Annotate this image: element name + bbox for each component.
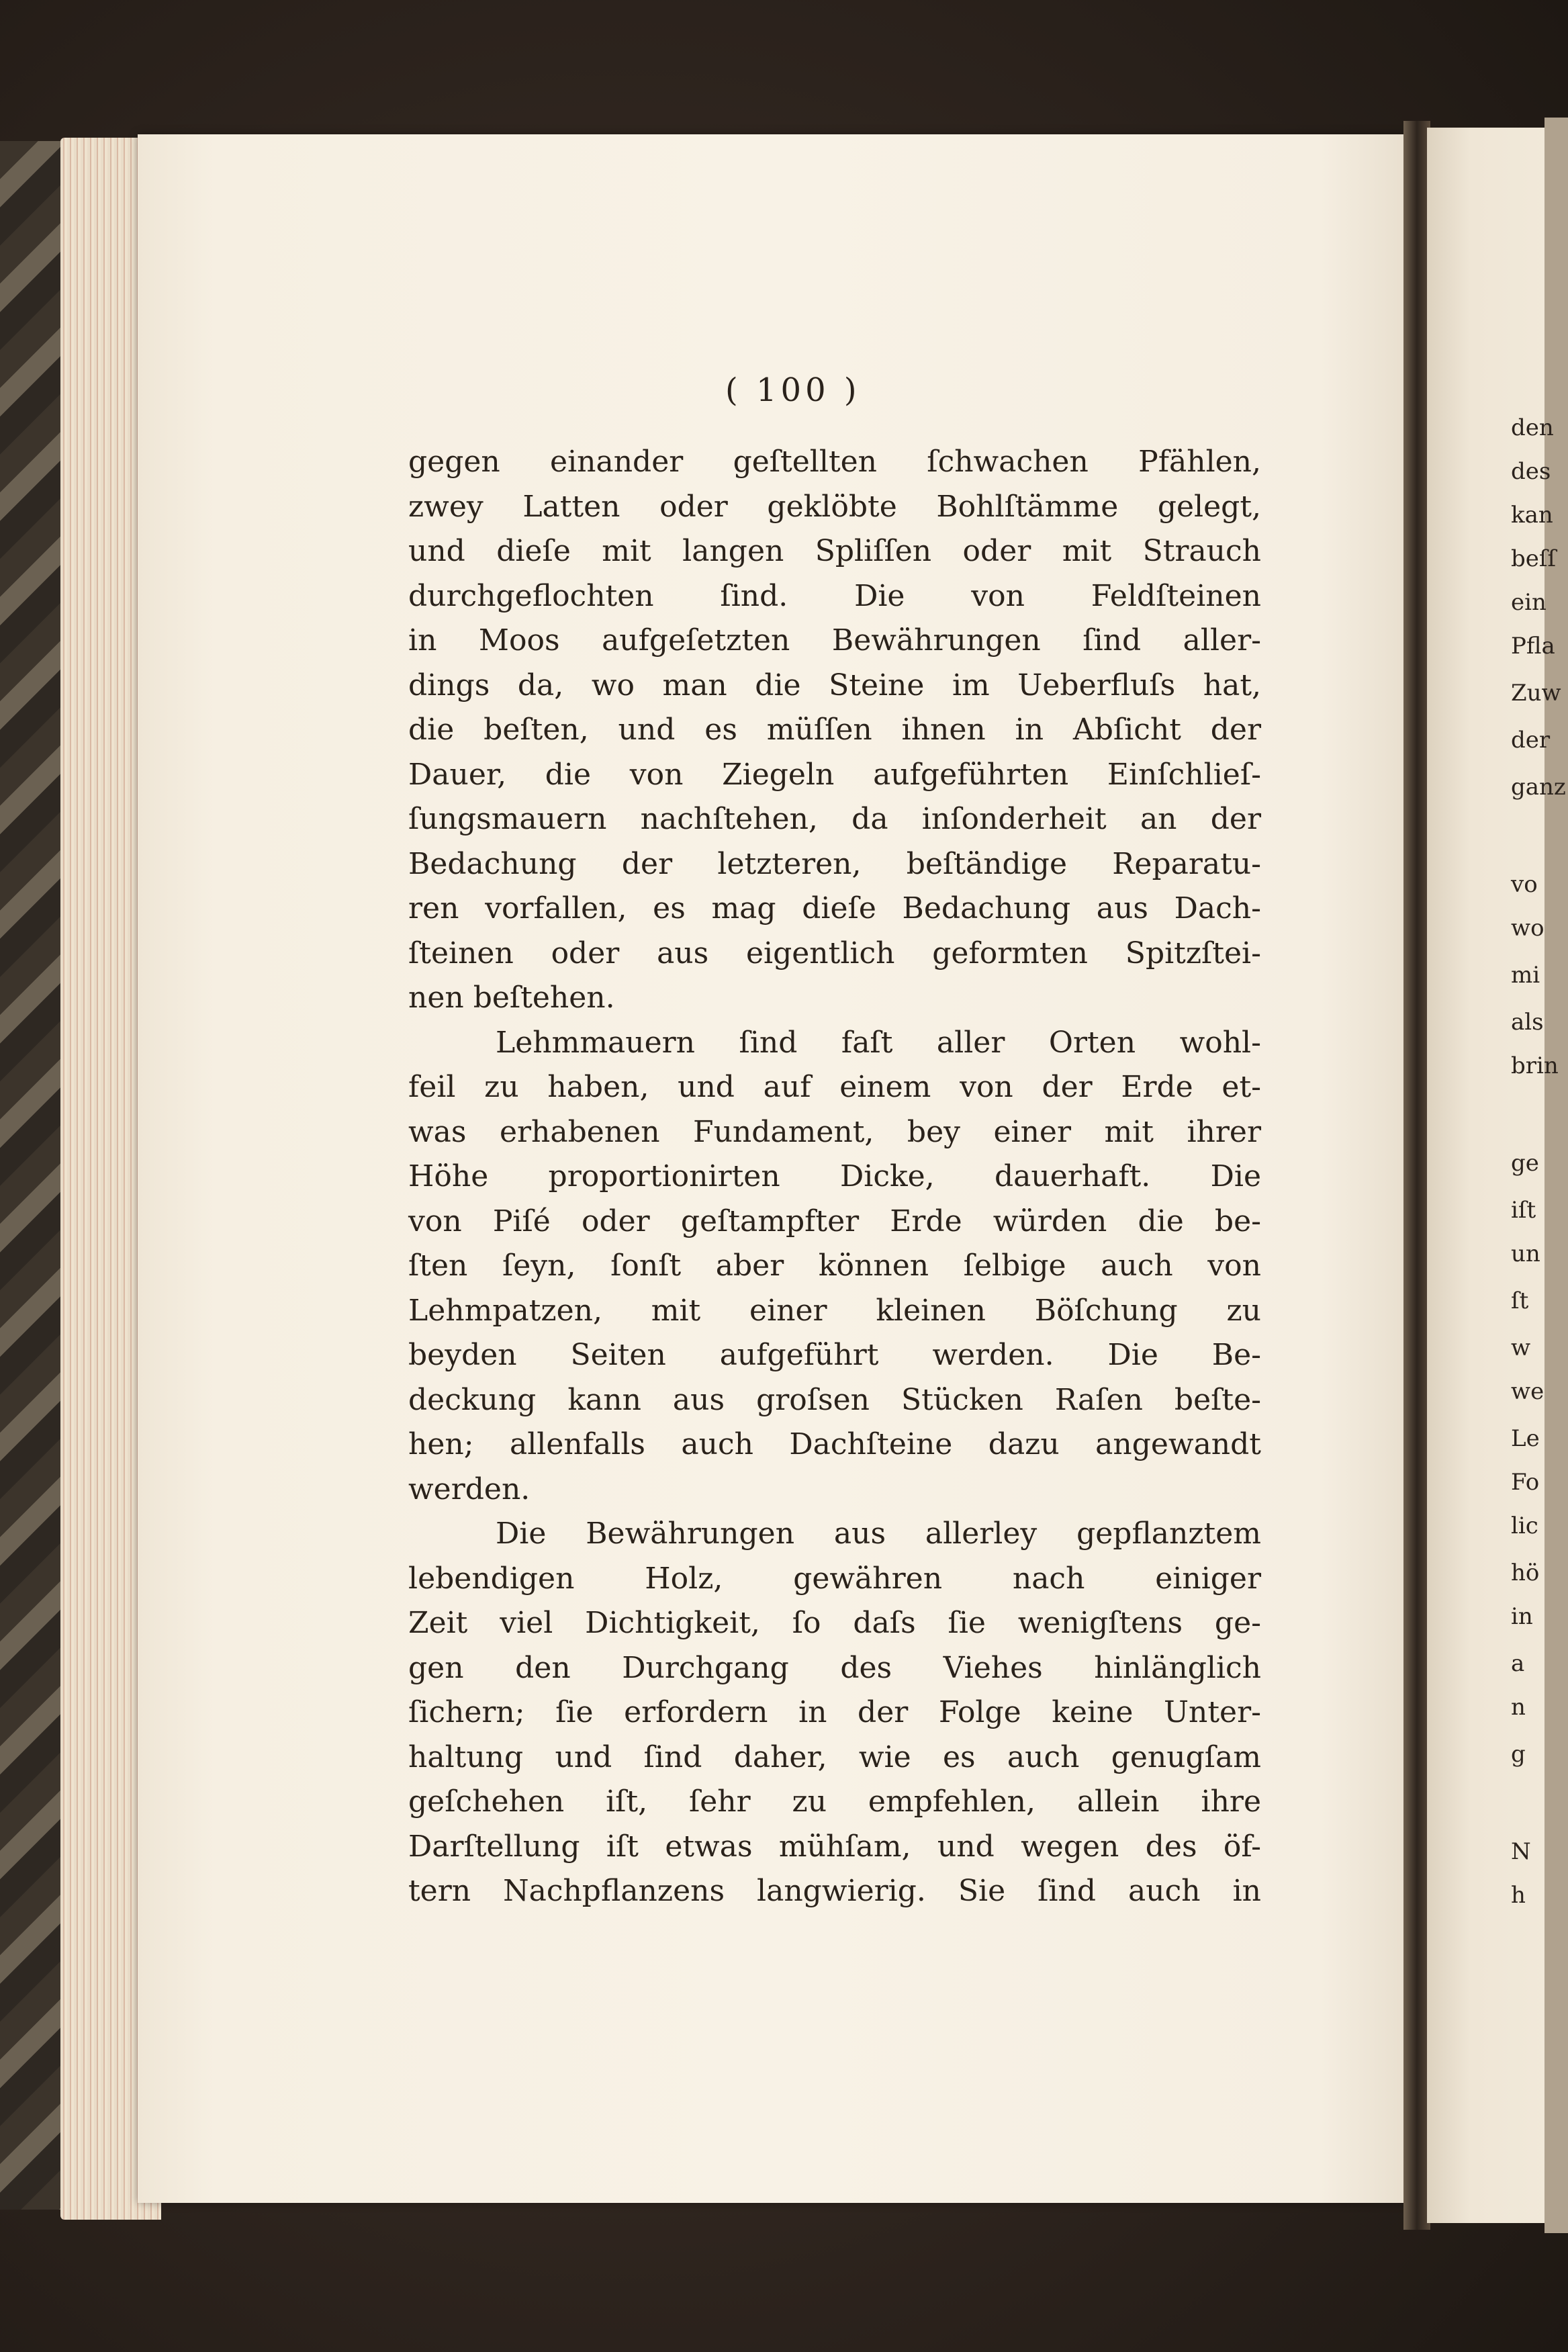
- text-line: Höhe proportionirten Dicke, dauerhaft. Die: [408, 1159, 1261, 1193]
- facing-line-fragment: ſt: [1511, 1287, 1529, 1314]
- text-line: Dauer, die von Ziegeln aufgeführten Einſchlieſ-: [408, 757, 1261, 792]
- text-line: durchgeflochten ſind. Die von Feldſteinen: [408, 578, 1261, 613]
- text-line: zwey Latten oder geklöbte Bohlſtämme gelegt,: [408, 489, 1261, 524]
- facing-line-fragment: a: [1511, 1650, 1525, 1677]
- text-line: ren vorfallen, es mag dieſe Bedachung aus Dach-: [408, 891, 1261, 925]
- body-text: [408, 440, 1261, 1914]
- text-line: Bedachung der letzteren, beſtändige Reparatu-: [408, 846, 1261, 881]
- text-line: tern Nachpflanzens langwierig. Sie ſind auch in: [408, 1874, 1261, 1908]
- text-line: ſten ſeyn, ſonſt aber können ſelbige auch von: [408, 1249, 1261, 1283]
- facing-line-fragment: hö: [1511, 1559, 1540, 1586]
- facing-line-fragment: ein: [1511, 589, 1547, 616]
- text-line: von Piſé oder geſtampfter Erde würden die be-: [408, 1204, 1261, 1238]
- facing-line-fragment: N: [1511, 1838, 1531, 1865]
- facing-line-fragment: n: [1511, 1694, 1526, 1721]
- facing-line-fragment: der: [1511, 727, 1551, 754]
- facing-line-fragment: we: [1511, 1378, 1544, 1405]
- text-line: ſteinen oder aus eigentlich geformten Spitzſtei-: [408, 936, 1261, 970]
- text-line: Darſtellung iſt etwas mühſam, und wegen des öf-: [408, 1829, 1261, 1864]
- facing-line-fragment: Pfla: [1511, 633, 1555, 660]
- facing-line-fragment: w: [1511, 1335, 1531, 1361]
- facing-line-fragment: vo: [1511, 871, 1538, 898]
- text-line: nen beſtehen.: [408, 981, 615, 1015]
- book-gutter: [1403, 121, 1430, 2230]
- page-number: ( 100 ): [725, 371, 861, 409]
- facing-line-fragment: kan: [1511, 502, 1553, 529]
- facing-line-fragment: lic: [1511, 1512, 1538, 1539]
- facing-line-fragment: in: [1511, 1603, 1533, 1630]
- text-line: feil zu haben, und auf einem von der Erde et-: [408, 1070, 1261, 1104]
- facing-line-fragment: mi: [1511, 962, 1540, 989]
- text-line: gen den Durchgang des Viehes hinlänglich: [408, 1650, 1261, 1685]
- text-line: geſchehen iſt, ſehr zu empfehlen, allein ihre: [408, 1784, 1261, 1819]
- facing-line-fragment: h: [1511, 1882, 1526, 1909]
- facing-line-fragment: den: [1511, 414, 1554, 441]
- text-line: beyden Seiten aufgeführt werden. Die Be-: [408, 1338, 1261, 1372]
- facing-line-fragment: beſſ: [1511, 545, 1557, 572]
- text-line: hen; allenfalls auch Dachſteine dazu angewandt: [408, 1427, 1261, 1461]
- facing-line-fragment: Fo: [1511, 1469, 1540, 1496]
- text-line: in Moos aufgeſetzten Bewährungen ſind aller-: [408, 623, 1261, 658]
- text-line: Zeit viel Dichtigkeit, ſo daſs ſie wenigſtens ge-: [408, 1606, 1261, 1640]
- text-line: und dieſe mit langen Spliſſen oder mit Strauch: [408, 534, 1261, 568]
- facing-line-fragment: brin: [1511, 1052, 1559, 1079]
- facing-line-fragment: wo: [1511, 915, 1544, 942]
- text-line: dings da, wo man die Steine im Ueberfluſs hat,: [408, 668, 1261, 703]
- text-line: Die Bewährungen aus allerley gepflanztem: [496, 1517, 1261, 1551]
- text-line: gegen einander geſtellten ſchwachen Pfählen,: [408, 445, 1261, 479]
- text-line: die beſten, und es müſſen ihnen in Abſicht der: [408, 713, 1261, 747]
- text-line: Lehmpatzen, mit einer kleinen Böſchung zu: [408, 1293, 1261, 1328]
- facing-line-fragment: ge: [1511, 1150, 1539, 1177]
- facing-line-fragment: un: [1511, 1240, 1540, 1267]
- facing-line-fragment: des: [1511, 458, 1551, 485]
- text-line: ſungsmauern nachſtehen, da inſonderheit an der: [408, 802, 1261, 836]
- facing-line-fragment: Le: [1511, 1425, 1540, 1452]
- text-line: Lehmmauern ſind faſt aller Orten wohl-: [496, 1025, 1261, 1060]
- facing-line-fragment: g: [1511, 1741, 1526, 1768]
- facing-line-fragment: als: [1511, 1009, 1544, 1036]
- facing-line-fragment: ganz: [1511, 774, 1566, 801]
- text-line: ſichern; ſie erfordern in der Folge keine Unter-: [408, 1695, 1261, 1729]
- facing-line-fragment: Zuw: [1511, 680, 1561, 707]
- text-line: was erhabenen Fundament, bey einer mit ihrer: [408, 1114, 1261, 1149]
- text-line: haltung und ſind daher, wie es auch genugſam: [408, 1739, 1261, 1774]
- facing-line-fragment: iſt: [1511, 1197, 1536, 1224]
- text-line: deckung kann aus groſsen Stücken Raſen beſte-: [408, 1382, 1261, 1417]
- text-line: werden.: [408, 1472, 531, 1506]
- text-line: lebendigen Holz, gewähren nach einiger: [408, 1561, 1261, 1596]
